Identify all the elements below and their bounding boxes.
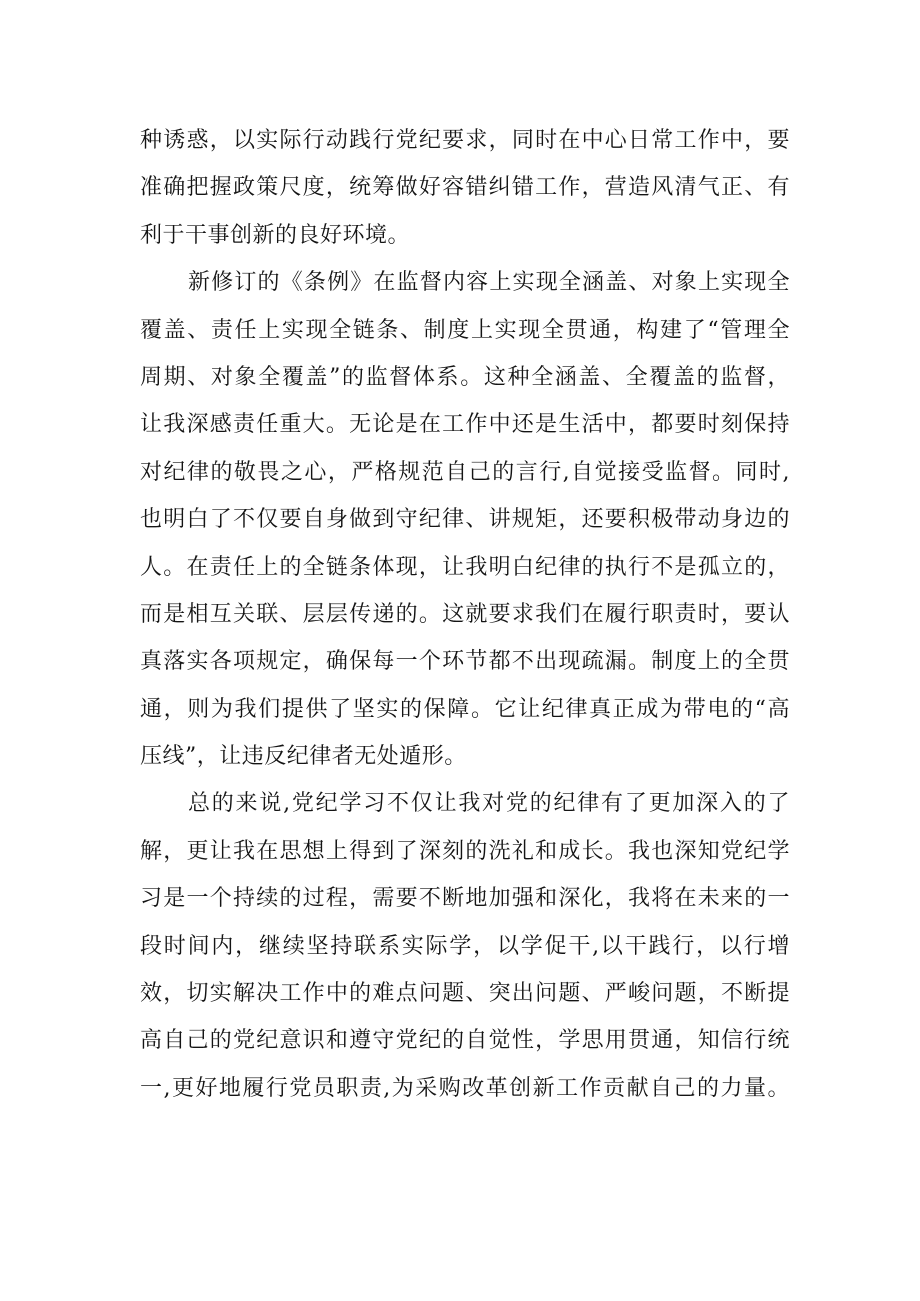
text-line: 覆盖、责任上实现全链条、制度上实现全贯通，构建了“管理全 <box>140 317 790 343</box>
paragraph <box>140 780 790 1112</box>
text-line: 准确把握政策尺度，统筹做好容错纠错工作，营造风清气正、有 <box>140 175 790 201</box>
text-line: 压线”，让违反纪律者无处遁形。 <box>140 744 467 770</box>
text-line: 总的来说,党纪学习不仅让我对党的纪律有了更加深入的了 <box>188 791 790 817</box>
text-line: 周期、对象全覆盖”的监督体系。这种全涵盖、全覆盖的监督， <box>140 364 790 390</box>
paragraph <box>140 259 790 780</box>
text-line: 解，更让我在思想上得到了深刻的洗礼和成长。我也深知党纪学 <box>140 838 790 864</box>
text-line: 一,更好地履行党员职责,为采购改革创新工作贡献自己的力量。 <box>140 1075 790 1101</box>
text-line: 让我深感责任重大。无论是在工作中还是生活中，都要时刻保持 <box>140 412 790 438</box>
document-body <box>140 117 790 1112</box>
text-line: 习是一个持续的过程，需要不断地加强和深化，我将在未来的一 <box>140 886 790 912</box>
text-line: 通，则为我们提供了坚实的保障。它让纪律真正成为带电的“高 <box>140 696 790 722</box>
paragraph <box>140 117 790 259</box>
text-line: 利于干事创新的良好环境。 <box>140 222 411 248</box>
text-line: 也明白了不仅要自身做到守纪律、讲规矩，还要积极带动身边的 <box>140 507 790 533</box>
text-line: 新修订的《条例》在监督内容上实现全涵盖、对象上实现全 <box>188 270 790 296</box>
text-line: 而是相互关联、层层传递的。这就要求我们在履行职责时，要认 <box>140 601 790 627</box>
text-line: 种诱惑，以实际行动践行党纪要求，同时在中心日常工作中，要 <box>140 128 790 153</box>
text-line: 效，切实解决工作中的难点问题、突出问题、严峻问题，不断提 <box>140 981 790 1007</box>
text-line: 段时间内，继续坚持联系实际学，以学促干,以干践行，以行增 <box>140 933 790 959</box>
text-line: 高自己的党纪意识和遵守党纪的自觉性，学思用贯通，知信行统 <box>140 1028 790 1054</box>
text-line: 对纪律的敬畏之心，严格规范自己的言行,自觉接受监督。同时, <box>140 459 790 485</box>
text-line: 人。在责任上的全链条体现，让我明白纪律的执行不是孤立的， <box>140 554 790 580</box>
text-line: 真落实各项规定，确保每一个环节都不出现疏漏。制度上的全贯 <box>140 649 790 675</box>
